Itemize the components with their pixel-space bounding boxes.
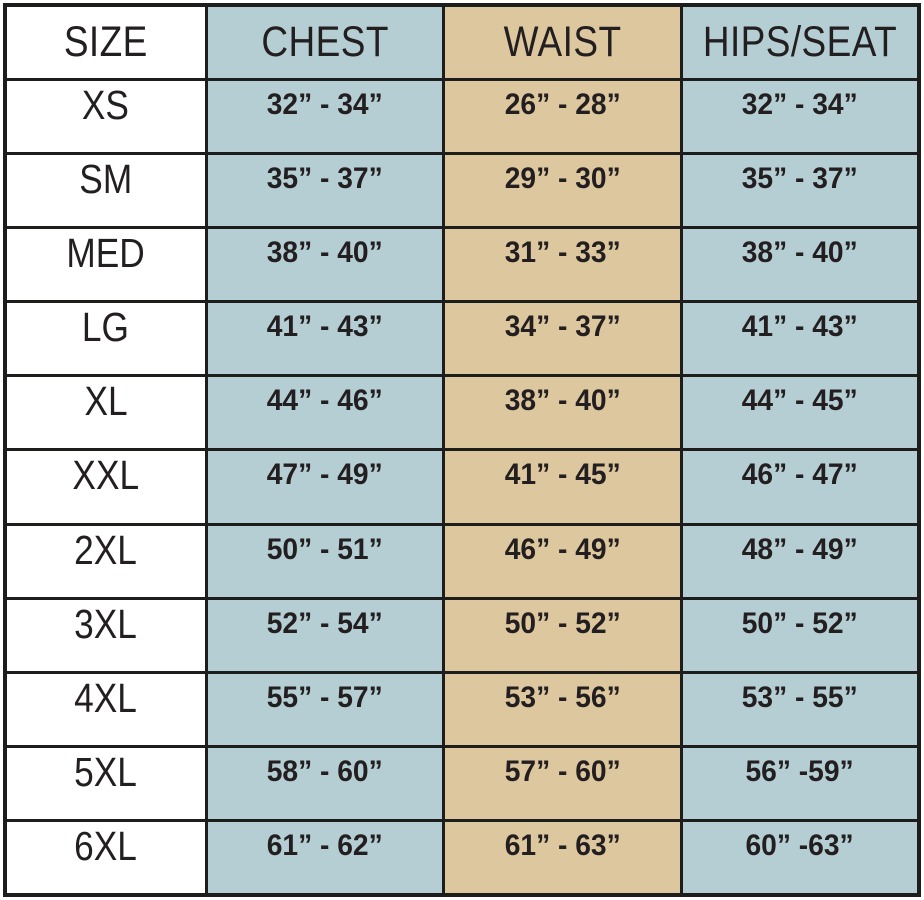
header-label-chest: CHEST bbox=[261, 17, 389, 66]
size-label bbox=[5, 227, 206, 301]
hips-value bbox=[681, 524, 919, 598]
header-label-size: SIZE bbox=[63, 17, 148, 66]
size-label bbox=[5, 153, 206, 227]
waist-value-text: 29” - 30” bbox=[504, 161, 621, 195]
waist-value bbox=[444, 376, 682, 450]
chest-value bbox=[206, 524, 444, 598]
waist-value bbox=[444, 821, 682, 895]
hips-value-text: 32” - 34” bbox=[741, 87, 858, 121]
hips-value bbox=[681, 302, 919, 376]
size-chart-table bbox=[3, 3, 921, 897]
chest-value-text: 32” - 34” bbox=[266, 87, 383, 121]
size-label bbox=[5, 598, 206, 672]
chest-value bbox=[206, 302, 444, 376]
size-label-text: 5XL bbox=[74, 749, 138, 796]
waist-value bbox=[444, 153, 682, 227]
size-label-text: 6XL bbox=[74, 823, 138, 870]
chest-value bbox=[206, 227, 444, 301]
size-label bbox=[5, 450, 206, 524]
waist-value-text: 53” - 56” bbox=[504, 680, 621, 714]
size-label-text: XS bbox=[82, 81, 130, 128]
hips-value bbox=[681, 227, 919, 301]
waist-value bbox=[444, 79, 682, 153]
hips-value-text: 48” - 49” bbox=[741, 532, 858, 566]
size-label-text: XL bbox=[84, 378, 128, 425]
chest-value-text: 52” - 54” bbox=[266, 606, 383, 640]
hips-value-text: 41” - 43” bbox=[741, 310, 858, 344]
chest-value-text: 58” - 60” bbox=[266, 755, 383, 789]
size-label bbox=[5, 302, 206, 376]
header-cell-hips bbox=[681, 5, 919, 79]
table-row-6xl bbox=[5, 821, 919, 895]
size-label-text: 4XL bbox=[74, 674, 138, 721]
chest-value-text: 47” - 49” bbox=[266, 458, 383, 492]
waist-value bbox=[444, 524, 682, 598]
waist-value bbox=[444, 227, 682, 301]
chest-value-text: 38” - 40” bbox=[266, 235, 383, 269]
table-row-4xl bbox=[5, 672, 919, 746]
table-row-sm bbox=[5, 153, 919, 227]
chest-value bbox=[206, 450, 444, 524]
chest-value-text: 41” - 43” bbox=[266, 310, 383, 344]
header-label-waist: WAIST bbox=[503, 17, 622, 66]
waist-value-text: 34” - 37” bbox=[504, 310, 621, 344]
size-label-text: 3XL bbox=[74, 600, 138, 647]
hips-value bbox=[681, 153, 919, 227]
waist-value-text: 41” - 45” bbox=[504, 458, 621, 492]
table-row-xxl bbox=[5, 450, 919, 524]
waist-value-text: 46” - 49” bbox=[504, 532, 621, 566]
hips-value bbox=[681, 450, 919, 524]
size-label-text: LG bbox=[82, 304, 130, 351]
waist-value-text: 61” - 63” bbox=[504, 829, 621, 863]
waist-value bbox=[444, 598, 682, 672]
hips-value-text: 50” - 52” bbox=[741, 606, 858, 640]
waist-value-text: 38” - 40” bbox=[504, 384, 621, 418]
table-row-3xl bbox=[5, 598, 919, 672]
hips-value bbox=[681, 672, 919, 746]
chest-value-text: 44” - 46” bbox=[266, 384, 383, 418]
table-row-xs bbox=[5, 79, 919, 153]
waist-value-text: 26” - 28” bbox=[504, 87, 621, 121]
size-label bbox=[5, 672, 206, 746]
size-label-text: XXL bbox=[72, 452, 140, 499]
hips-value bbox=[681, 598, 919, 672]
size-label-text: MED bbox=[66, 229, 145, 276]
table-row-lg bbox=[5, 302, 919, 376]
waist-value-text: 50” - 52” bbox=[504, 606, 621, 640]
size-label bbox=[5, 821, 206, 895]
chest-value bbox=[206, 672, 444, 746]
waist-value bbox=[444, 747, 682, 821]
table-row-5xl bbox=[5, 747, 919, 821]
hips-value-text: 38” - 40” bbox=[741, 235, 858, 269]
waist-value-text: 31” - 33” bbox=[504, 235, 621, 269]
waist-value bbox=[444, 672, 682, 746]
hips-value-text: 46” - 47” bbox=[741, 458, 858, 492]
chest-value-text: 50” - 51” bbox=[266, 532, 383, 566]
waist-value-text: 57” - 60” bbox=[504, 755, 621, 789]
size-label-text: 2XL bbox=[74, 526, 138, 573]
table-row-med bbox=[5, 227, 919, 301]
chest-value bbox=[206, 376, 444, 450]
hips-value bbox=[681, 821, 919, 895]
size-label bbox=[5, 524, 206, 598]
header-row bbox=[5, 5, 919, 79]
chest-value-text: 35” - 37” bbox=[266, 161, 383, 195]
chest-value-text: 55” - 57” bbox=[266, 680, 383, 714]
size-label bbox=[5, 747, 206, 821]
waist-value bbox=[444, 302, 682, 376]
size-label bbox=[5, 376, 206, 450]
hips-value bbox=[681, 376, 919, 450]
chest-value bbox=[206, 598, 444, 672]
header-label-hips: HIPS/SEAT bbox=[702, 17, 898, 66]
header-cell-chest bbox=[206, 5, 444, 79]
hips-value-text: 60” -63” bbox=[745, 829, 855, 863]
table-row-xl bbox=[5, 376, 919, 450]
header-cell-size bbox=[5, 5, 206, 79]
chest-value-text: 61” - 62” bbox=[266, 829, 383, 863]
waist-value bbox=[444, 450, 682, 524]
chest-value bbox=[206, 747, 444, 821]
header-cell-waist bbox=[444, 5, 682, 79]
chest-value bbox=[206, 821, 444, 895]
size-label-text: SM bbox=[79, 155, 133, 202]
size-label bbox=[5, 79, 206, 153]
table-row-2xl bbox=[5, 524, 919, 598]
hips-value bbox=[681, 79, 919, 153]
hips-value-text: 44” - 45” bbox=[741, 384, 858, 418]
hips-value-text: 56” -59” bbox=[745, 755, 855, 789]
hips-value-text: 53” - 55” bbox=[741, 680, 858, 714]
hips-value bbox=[681, 747, 919, 821]
hips-value-text: 35” - 37” bbox=[741, 161, 858, 195]
chest-value bbox=[206, 79, 444, 153]
chest-value bbox=[206, 153, 444, 227]
